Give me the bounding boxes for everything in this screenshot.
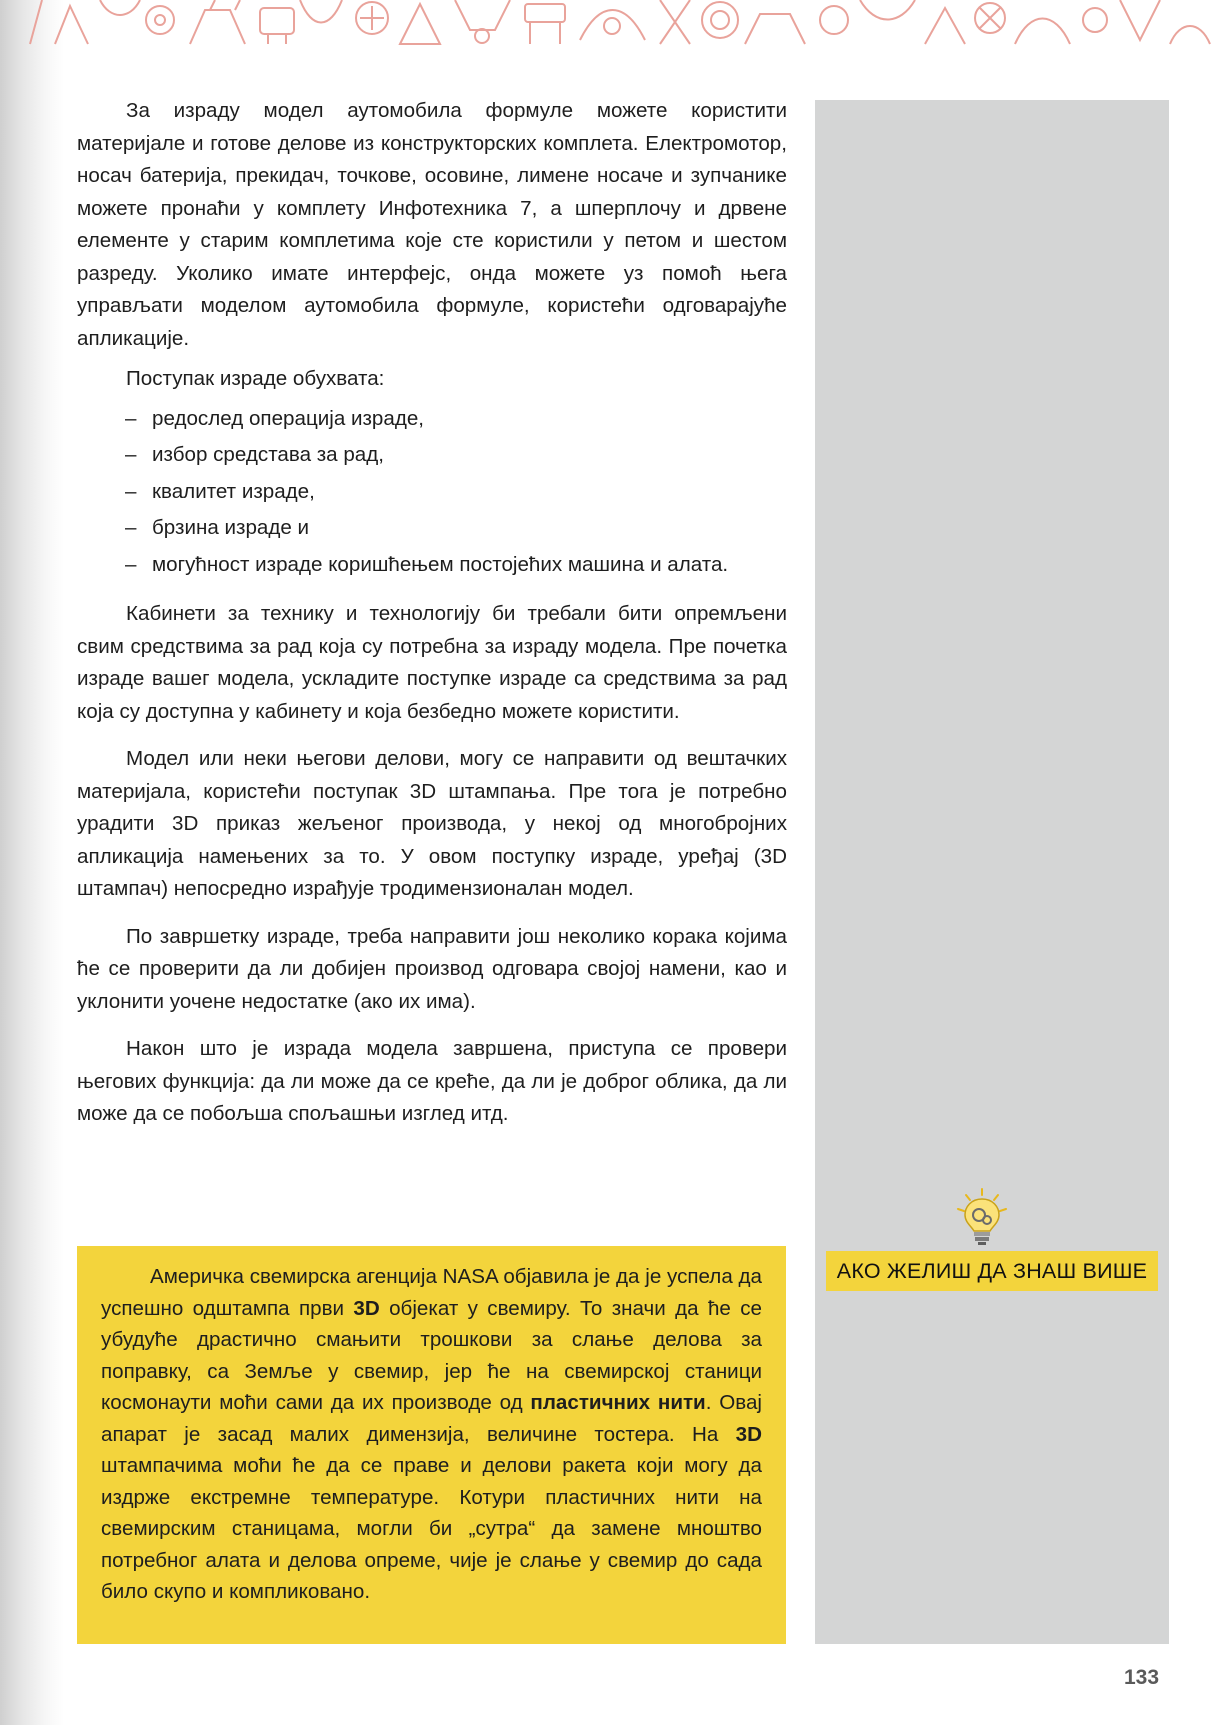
- bold-plastic-threads: пластичних нити: [530, 1391, 706, 1414]
- paragraph-materials: За израду модел аутомобила формуле можете користити материјале и готове делове из конструкторских комплета. Електромотор, носач батерија, прекидач, точкове, осовине, лимене носаче и зупчанике можете пронаћи у комплету Инфотехника 7, а шперплочу и дрвене елементе у старим комплетима које сте користили у петом и шестом разреду. Уколико имате интерфејс, онда можете уз помоћ њега управљати моделом аутомобила формуле, користећи одговарајуће апликације.: [77, 99, 787, 350]
- nasa-info-box: [77, 1246, 786, 1644]
- header-ornament: [0, 0, 1217, 46]
- page-spine-shadow: [0, 0, 64, 1725]
- paragraph-testing: Након што је израда модела завршена, приступа се провери његових функција: да ли може да се креће, да ли је доброг облика, да ли може да се побољша спољашњи изглед итд.: [77, 1037, 787, 1125]
- nasa-info-text: Америчка свемирска агенција NASA објавила је да је успела да успешно одштампа први 3D објекат у свемиру. То значи да ће се убудуће драстично смањити трошкови за слање делова за поправку, са Земље у свемир, јер ће на свемирској станици космонаути моћи сами да их производе од пластичних нити. Овај апарат је засад малих димензија, величине тостера. На 3D штампачима моћи ће да се праве и делови ракета који могу да издрже екстремне температуре. Котури пластичних нити на свемирским станицама, могли би „сутра“ да замене мноштво потребног алата и делова опреме, чије је слање у свемир до сада било скупо и компликовано.: [101, 1265, 763, 1603]
- list-item: – брзина израде и: [125, 516, 310, 539]
- page-number: 133: [1124, 1666, 1160, 1689]
- bold-3d: 3D: [735, 1422, 762, 1446]
- list-item: – могућност израде коришћењем постојећих машина и алата.: [125, 552, 729, 576]
- list-item: – избор средстава за рад,: [125, 443, 385, 466]
- list-item: – редослед операција израде,: [125, 406, 425, 430]
- paragraph-cabinets: Кабинети за технику и технологију би требали бити опремљени свим средствима за рад која су потребна за израду модела. Пре почетка израде вашег модела, ускладите поступке израде са средствима за рад која су доступна у кабинету и која безбедно можете користити.: [77, 602, 787, 723]
- paragraph-3d-printing: Модел или неки његови делови, могу се направити од вештачких материјала, користећи поступак 3D штампања. Пре тога је потребно урадити 3D приказ жељеног производа, у некој од многобројних апликација намењених за то. У овом поступку израде, уређај (3D штампач) непосредно израђује тродимензионалан модел.: [77, 747, 787, 900]
- procedure-list: [77, 401, 787, 584]
- list-intro: Поступак израде обухвата:: [126, 367, 385, 390]
- bold-3d: 3D: [353, 1296, 380, 1320]
- main-text-column: [77, 95, 787, 1131]
- paragraph-finishing: По завршетку израде, треба направити још неколико корака којима ће се проверити да ли добијен производ одговара својој намени, као и уклонити уочене недостатке (ако их има).: [77, 924, 787, 1013]
- know-more-label: АКО ЖЕЛИШ ДА ЗНАШ ВИШЕ: [826, 1251, 1158, 1291]
- list-item: – квалитет израде,: [125, 479, 315, 503]
- lightbulb-icon: [952, 1187, 1012, 1247]
- sidebar-panel: [815, 100, 1169, 1644]
